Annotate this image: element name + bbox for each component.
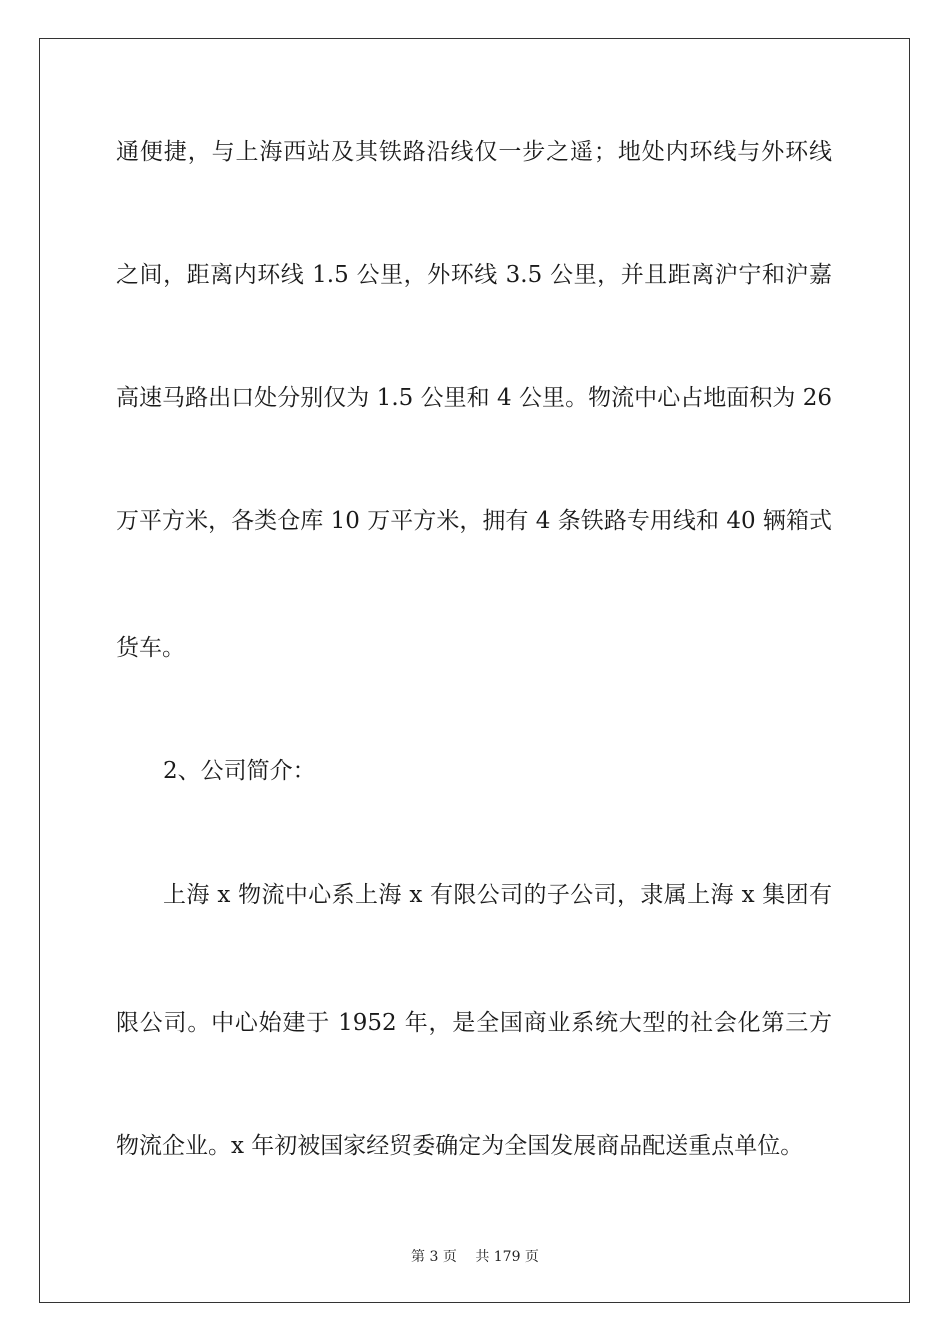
section-heading: 2、公司简介： (163, 758, 316, 784)
paragraph-line: 通便捷，与上海西站及其铁路沿线仅一步之遥；地处内环线与外环线 (116, 139, 832, 165)
paragraph-line: 万平方米，各类仓库 10 万平方米，拥有 4 条铁路专用线和 40 辆箱式 (116, 508, 832, 534)
paragraph-line: 货车。 (116, 635, 185, 661)
page-border (39, 38, 910, 1303)
page-number: 第 3 页 (411, 1249, 457, 1265)
paragraph-line: 高速马路出口处分别仅为 1.5 公里和 4 公里。物流中心占地面积为 26 (116, 385, 832, 411)
total-pages: 共 179 页 (475, 1249, 539, 1265)
paragraph-line: 上海 x 物流中心系上海 x 有限公司的子公司，隶属上海 x 集团有 (163, 882, 832, 908)
paragraph-line: 之间，距离内环线 1.5 公里，外环线 3.5 公里，并且距离沪宁和沪嘉 (116, 262, 832, 288)
paragraph-line: 限公司。中心始建于 1952 年，是全国商业系统大型的社会化第三方 (116, 1010, 832, 1036)
paragraph-line: 物流企业。x 年初被国家经贸委确定为全国发展商品配送重点单位。 (116, 1133, 804, 1159)
page-footer (0, 1248, 950, 1266)
